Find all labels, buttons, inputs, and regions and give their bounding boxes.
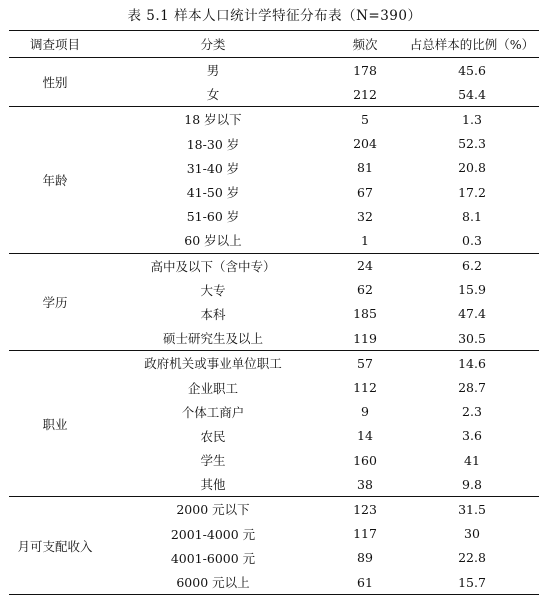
frequency-cell: 178	[353, 62, 377, 78]
percentage-cell: 41	[464, 452, 480, 468]
demographics-table	[9, 30, 539, 595]
frequency-cell: 119	[353, 330, 377, 346]
table-row	[9, 58, 539, 83]
category-cell: 政府机关或事业单位职工	[101, 351, 325, 376]
table-row	[9, 253, 539, 278]
header-frequency: 频次	[325, 31, 405, 58]
category-cell: 51-60 岁	[186, 209, 240, 225]
frequency-cell: 89	[357, 550, 373, 566]
group-name-cell: 学历	[9, 253, 101, 351]
category-cell: 学生	[200, 453, 226, 469]
frequency-cell: 57	[325, 351, 405, 376]
percentage-cell: 52.3	[458, 136, 486, 152]
table-header	[9, 31, 539, 58]
table-row	[9, 107, 539, 132]
category-cell: 18 岁以下	[101, 107, 325, 132]
percentage-cell: 30	[464, 526, 480, 542]
frequency-cell: 67	[357, 184, 373, 200]
percentage-cell: 20.8	[458, 160, 486, 176]
group-name-cell: 月可支配收入	[9, 497, 101, 595]
category-cell: 大专	[200, 282, 226, 298]
percentage-cell: 8.1	[462, 208, 482, 224]
percentage-cell: 15.9	[458, 282, 486, 298]
percentage-cell: 0.3	[462, 232, 482, 248]
frequency-cell: 81	[357, 160, 373, 176]
header-percentage: 占总样本的比例（%）	[405, 31, 539, 58]
category-cell: 硕士研究生及以上	[162, 331, 263, 347]
percentage-cell: 1.3	[405, 107, 539, 132]
percentage-cell: 3.6	[462, 428, 482, 444]
percentage-cell: 9.8	[462, 476, 482, 492]
percentage-cell: 31.5	[405, 497, 539, 522]
category-cell: 个体工商户	[181, 404, 245, 420]
category-cell: 41-50 岁	[186, 185, 240, 201]
group-name-cell: 年龄	[9, 107, 101, 253]
frequency-cell: 1	[361, 232, 369, 248]
frequency-cell: 5	[325, 107, 405, 132]
group-name-cell: 职业	[9, 351, 101, 497]
category-cell: 18-30 岁	[186, 136, 240, 152]
category-cell: 女	[206, 87, 220, 103]
category-cell: 高中及以下（含中专）	[101, 253, 325, 278]
frequency-cell: 61	[325, 570, 405, 595]
frequency-cell: 112	[353, 380, 377, 396]
category-cell: 6000 元以上	[101, 570, 325, 595]
percentage-cell: 45.6	[458, 62, 486, 78]
frequency-cell: 123	[325, 497, 405, 522]
header-category: 分类	[101, 31, 325, 58]
frequency-cell: 117	[353, 526, 377, 542]
percentage-cell: 28.7	[458, 380, 486, 396]
category-cell: 农民	[200, 428, 226, 444]
percentage-cell: 30.5	[458, 330, 486, 346]
table-row	[9, 351, 539, 376]
frequency-cell: 204	[353, 136, 377, 152]
frequency-cell: 62	[357, 282, 373, 298]
category-cell: 男	[206, 63, 220, 79]
table-body	[9, 58, 539, 595]
category-cell: 企业职工	[187, 380, 238, 396]
frequency-cell: 212	[353, 86, 377, 102]
percentage-cell: 6.2	[405, 253, 539, 278]
table-caption: 表 5.1 样本人口统计学特征分布表（N=390）	[127, 8, 422, 24]
percentage-cell: 22.8	[458, 550, 486, 566]
frequency-cell: 32	[357, 208, 373, 224]
category-cell: 2000 元以下	[101, 497, 325, 522]
header-item: 调查项目	[9, 31, 101, 58]
category-cell: 31-40 岁	[186, 160, 240, 176]
frequency-cell: 38	[357, 476, 373, 492]
frequency-cell: 9	[361, 404, 369, 420]
percentage-cell: 54.4	[458, 86, 486, 102]
category-cell: 4001-6000 元	[170, 550, 256, 566]
table-row	[9, 497, 539, 522]
percentage-cell: 17.2	[458, 184, 486, 200]
category-cell: 2001-4000 元	[170, 526, 256, 542]
category-cell: 60 岁以上	[184, 233, 242, 249]
frequency-cell: 14	[357, 428, 373, 444]
category-cell: 其他	[200, 477, 226, 493]
frequency-cell: 185	[353, 306, 377, 322]
category-cell: 本科	[200, 306, 226, 322]
percentage-cell: 2.3	[462, 404, 482, 420]
frequency-cell: 160	[353, 452, 377, 468]
frequency-cell: 24	[325, 253, 405, 278]
percentage-cell: 14.6	[405, 351, 539, 376]
header-row	[9, 31, 539, 58]
percentage-cell: 15.7	[405, 570, 539, 595]
percentage-cell: 47.4	[458, 306, 486, 322]
group-name-cell: 性别	[42, 75, 68, 91]
